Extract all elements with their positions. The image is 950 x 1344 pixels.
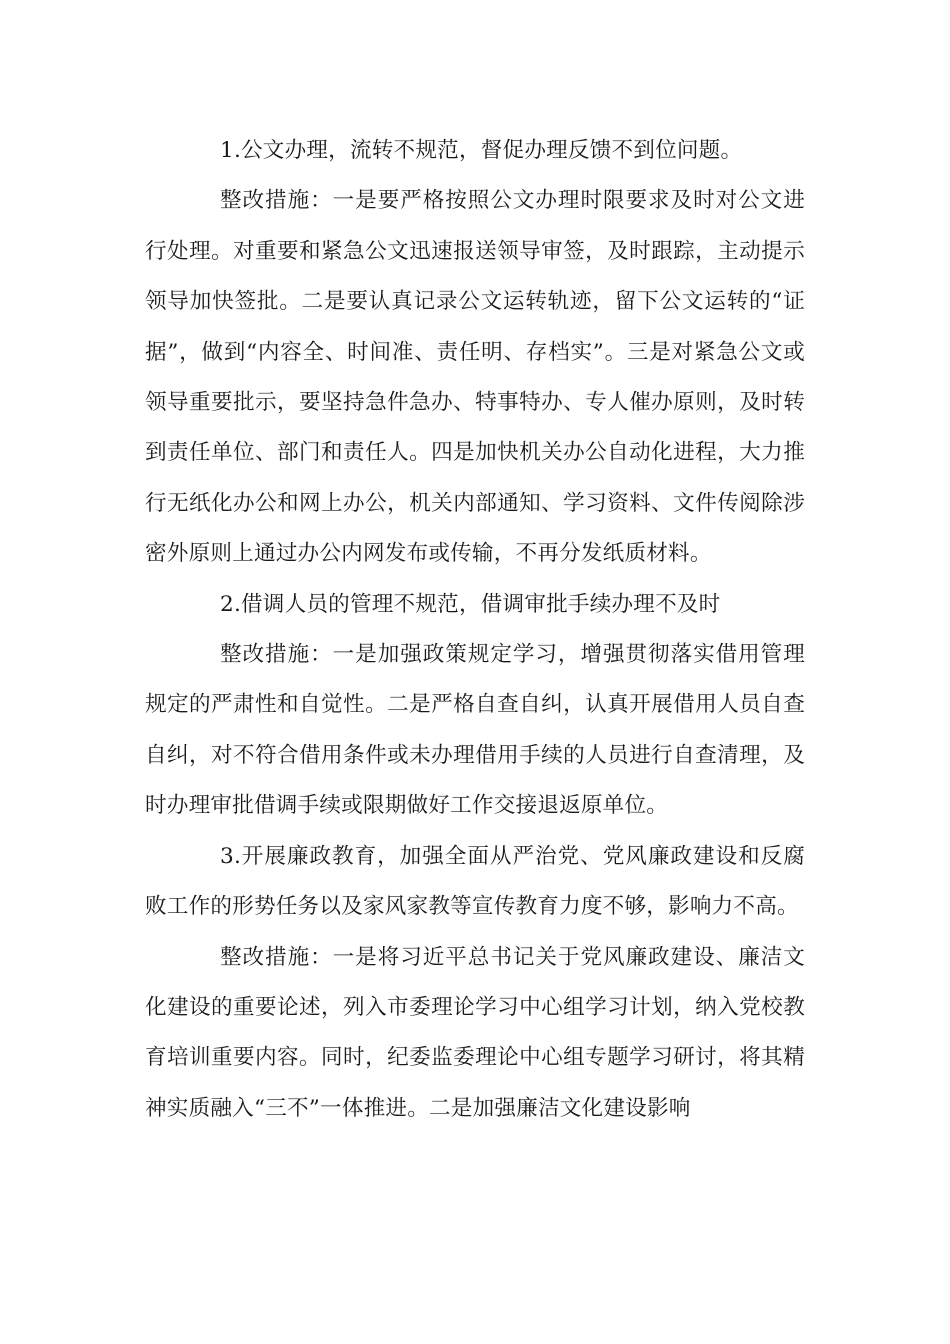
heading-item-3: 3.开展廉政教育，加强全面从严治党、党风廉政建设和反腐败工作的形势任务以及家风家教等宣传教育力度不够，影响力不高。 xyxy=(145,843,805,920)
rectification-measures-3: 整改措施：一是将习近平总书记关于党风廉政建设、廉洁文化建设的重要论述，列入市委理论学习中心组学习计划，纳入党校教育培训重要内容。同时，纪委监委理论中心组专题学习研讨，将其精神实质融入“三不”一体推进。二是加强廉洁文化建设影响 xyxy=(145,944,805,1121)
document-body xyxy=(145,126,805,1134)
heading-item-2: 2.借调人员的管理不规范，借调审批手续办理不及时 xyxy=(220,591,721,617)
heading-item-1: 1.公文办理，流转不规范，督促办理反馈不到位问题。 xyxy=(220,138,743,163)
rectification-measures-2: 整改措施：一是加强政策规定学习，增强贯彻落实借用管理规定的严肃性和自觉性。二是严格自查自纠，认真开展借用人员自查自纠，对不符合借用条件或未办理借用手续的人员进行自查清理，及时办理审批借调手续或限期做好工作交接退返原单位。 xyxy=(145,642,805,819)
rectification-measures-1: 整改措施：一是要严格按照公文办理时限要求及时对公文进行处理。对重要和紧急公文迅速报送领导审签，及时跟踪，主动提示领导加快签批。二是要认真记录公文运转轨迹，留下公文运转的“证据”，做到“内容全、时间准、责任明、存档实”。三是对紧急公文或领导重要批示，要坚持急件急办、特事特办、专人催办原则，及时转到责任单位、部门和责任人。四是加快机关办公自动化进程，大力推行无纸化办公和网上办公，机关内部通知、学习资料、文件传阅除涉密外原则上通过办公内网发布或传输，不再分发纸质材料。 xyxy=(145,188,805,567)
